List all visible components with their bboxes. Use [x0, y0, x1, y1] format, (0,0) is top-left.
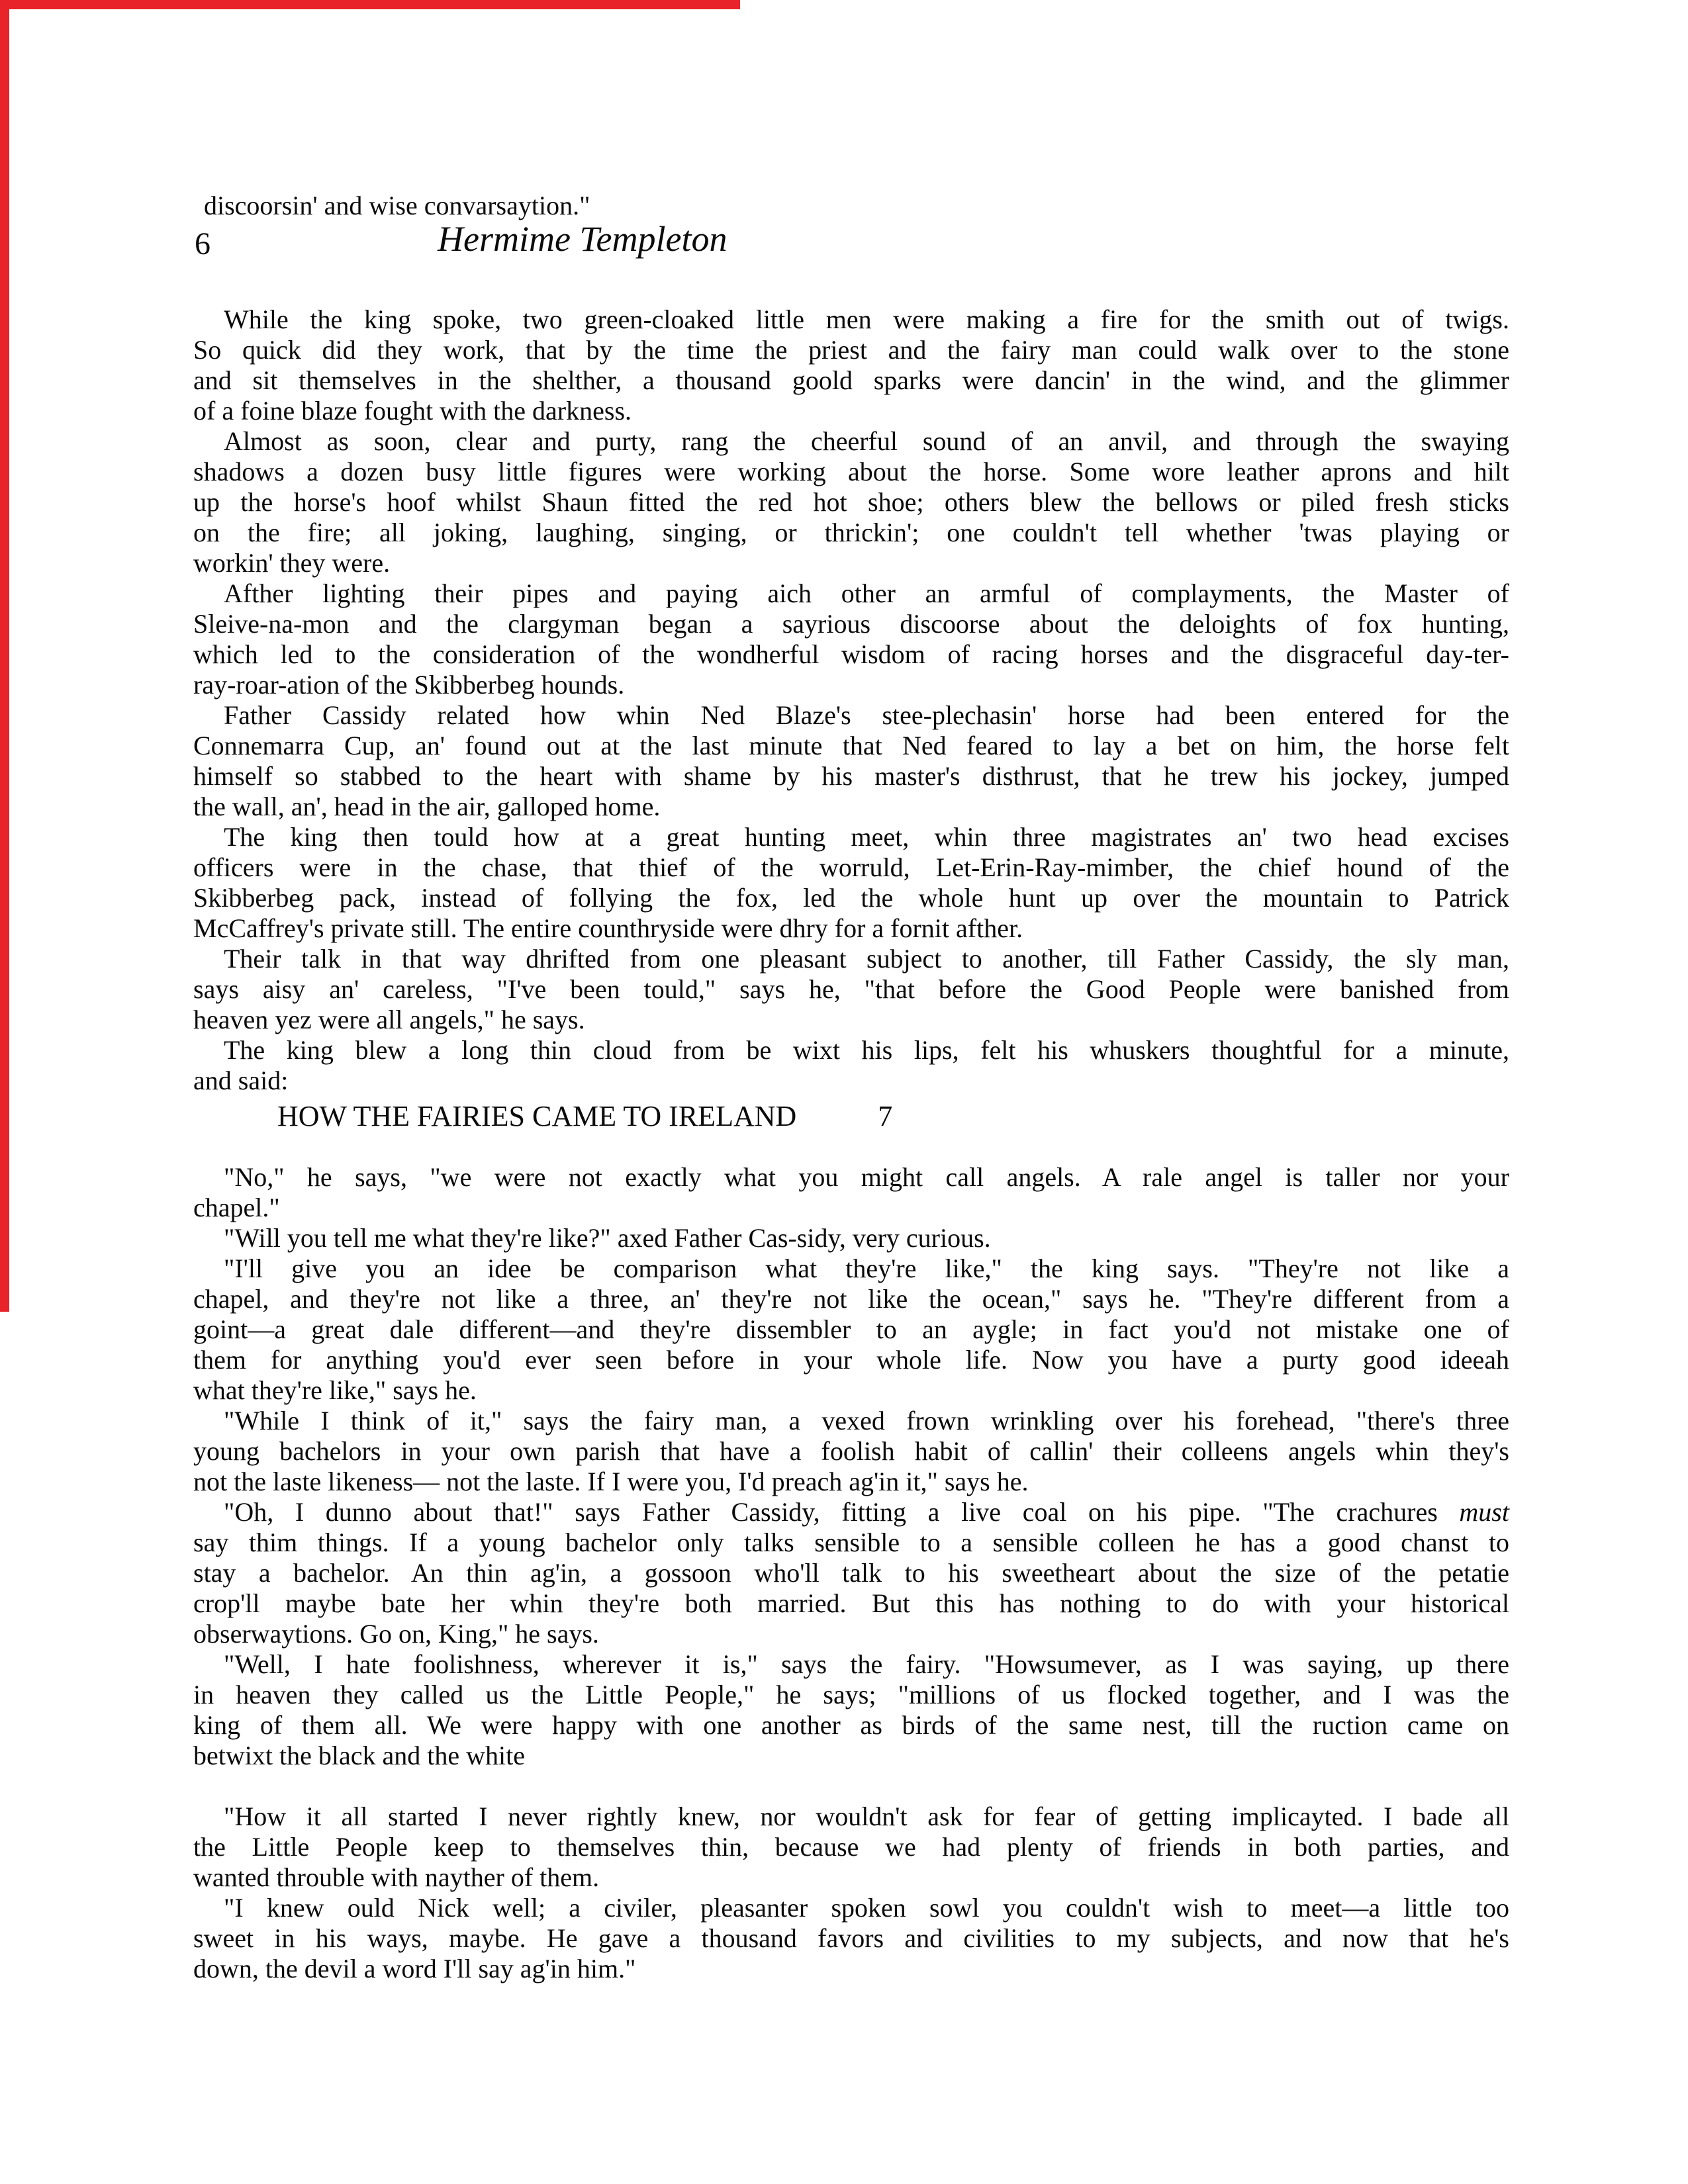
text-line: Their talk in that way dhrifted from one pleasant subject to another, till Father Cassidy, the sly man,: [224, 944, 1509, 974]
text-line: "While I think of it," says the fairy man, a vexed frown wrinkling over his forehead, "there's three: [224, 1406, 1509, 1435]
text-line: "I'll give you an idee be comparison what they're like," the king says. "They're not like a: [224, 1253, 1509, 1283]
text-line: obserwaytions. Go on, King," he says.: [193, 1619, 599, 1649]
chapter-title: HOW THE FAIRIES CAME TO IRELAND: [277, 1100, 797, 1132]
text-line: "Will you tell me what they're like?" axed Father Cas-sidy, very curious.: [224, 1223, 991, 1253]
text-line: The king blew a long thin cloud from be wixt his lips, felt his whuskers thoughtful for a minute,: [224, 1035, 1509, 1065]
text-line: Afther lighting their pipes and paying aich other an armful of complayments, the Master of: [224, 578, 1509, 608]
paragraph: [193, 822, 1509, 944]
paragraph: [193, 1649, 1509, 1771]
page6-paragraphs: [193, 304, 1509, 1096]
text-line: king of them all. We were happy with one another as birds of the same nest, till the ruction came on: [193, 1710, 1509, 1740]
text-line: and said:: [193, 1066, 289, 1095]
paragraph: [193, 1406, 1509, 1497]
text-line: Sleive-na-mon and the clargyman began a sayrious discoorse about the deloights of fox hunting,: [193, 609, 1509, 639]
paragraph: [193, 1893, 1509, 1984]
text-line: himself so stabbed to the heart with shame by his master's disthrust, that he trew his jockey, jumped: [193, 761, 1509, 791]
text-line: and sit themselves in the shelther, a thousand goold sparks were dancin' in the wind, and the glimmer: [193, 365, 1509, 395]
paragraph: [193, 944, 1509, 1035]
text-line: the Little People keep to themselves thin, because we had plenty of friends in both parties, and: [193, 1832, 1509, 1862]
red-scan-mark-horizontal: [0, 0, 740, 9]
paragraph: [193, 1035, 1509, 1096]
text-line: the wall, an', head in the air, galloped home.: [193, 792, 661, 821]
text-line: which led to the consideration of the wondherful wisdom of racing horses and the disgraceful day-ter-: [193, 639, 1509, 669]
text-line: workin' they were.: [193, 548, 391, 578]
text-line: stay a bachelor. An thin ag'in, a gossoon who'll talk to his sweetheart about the size of the petatie: [193, 1558, 1509, 1588]
paragraph: [193, 1253, 1509, 1406]
text-line: of a foine blaze fought with the darkness.: [193, 396, 632, 426]
paragraph: [193, 1162, 1509, 1223]
paragraph: [193, 1801, 1509, 1893]
text-line: in heaven they called us the Little People," he says; "millions of us flocked together, and I was the: [193, 1680, 1509, 1709]
paragraph: [193, 1497, 1509, 1649]
text-line: heaven yez were all angels," he says.: [193, 1005, 585, 1034]
text-line: chapel, and they're not like a three, an' they're not like the ocean," says he. "They're different from a: [193, 1284, 1509, 1314]
paragraph: [193, 304, 1509, 426]
text-line: goint—a great dale different—and they're dissembler to an aygle; in fact you'd not mistake one of: [193, 1314, 1509, 1344]
text-line: young bachelors in your own parish that have a foolish habit of callin' their colleens angels whin they's: [193, 1436, 1509, 1466]
text-line: on the fire; all joking, laughing, singing, or thrickin'; one couldn't tell whether 'twas playing or: [193, 518, 1509, 547]
text-line: "No," he says, "we were not exactly what you might call angels. A rale angel is taller nor your: [224, 1162, 1509, 1192]
text-line: shadows a dozen busy little figures were working about the horse. Some wore leather aprons and hilt: [193, 457, 1509, 486]
text-line: "How it all started I never rightly knew, nor wouldn't ask for fear of getting implicayted. I bade all: [224, 1801, 1509, 1831]
text-line: not the laste likeness— not the laste. If I were you, I'd preach ag'in it," says he.: [193, 1467, 1029, 1496]
text-line: say thim things. If a young bachelor only talks sensible to a sensible colleen he has a good chanst to: [193, 1527, 1509, 1557]
paragraph: [193, 1223, 1509, 1253]
page7-paragraphs: [193, 1162, 1509, 1984]
text-line: crop'll maybe bate her whin they're both married. But this has nothing to do with your historical: [193, 1588, 1509, 1618]
text-line: Connemarra Cup, an' found out at the last minute that Ned feared to lay a bet on him, the horse felt: [193, 731, 1509, 760]
page-number-left: 6: [195, 226, 211, 261]
text-line: "I knew ould Nick well; a civiler, pleasanter spoken sowl you couldn't wish to meet—a little too: [224, 1893, 1509, 1923]
text-line: wanted throuble with nayther of them.: [193, 1862, 600, 1892]
page-number-right: 7: [878, 1100, 893, 1132]
paragraph: [193, 426, 1509, 578]
text-line: McCaffrey's private still. The entire counthryside were dhry for a fornit afther.: [193, 913, 1023, 943]
text-line: them for anything you'd ever seen before in your whole life. Now you have a purty good ideeah: [193, 1345, 1509, 1375]
page-text-block: [193, 191, 1509, 1984]
text-line: sweet in his ways, maybe. He gave a thousand favors and civilities to my subjects, and now that he's: [193, 1923, 1509, 1953]
text-line: "Well, I hate foolishness, wherever it is," says the fairy. "Howsumever, as I was saying, up there: [224, 1649, 1509, 1679]
paragraph: [193, 578, 1509, 700]
text-line: Father Cassidy related how whin Ned Blaze's stee-plechasin' horse had been entered for the: [224, 700, 1509, 730]
running-header: [193, 219, 1509, 266]
text-line: betwixt the black and the white: [193, 1741, 525, 1770]
text-line: While the king spoke, two green-cloaked little men were making a fire for the smith out of twigs.: [224, 304, 1509, 334]
text-line: "Oh, I dunno about that!" says Father Cassidy, fitting a live coal on his pipe. "The crachures must: [224, 1497, 1509, 1527]
paragraph: [193, 700, 1509, 822]
text-line: Almost as soon, clear and purty, rang the cheerful sound of an anvil, and through the swaying: [224, 426, 1509, 456]
text-line: chapel.": [193, 1193, 280, 1222]
text-line: up the horse's hoof whilst Shaun fitted the red hot shoe; others blew the bellows or piled fresh sticks: [193, 487, 1509, 517]
red-scan-mark-vertical: [0, 0, 9, 1312]
text-line: says aisy an' careless, "I've been tould," says he, "that before the Good People were banished from: [193, 974, 1509, 1004]
text-line: down, the devil a word I'll say ag'in him.": [193, 1954, 636, 1983]
author-running-title: Hermime Templeton: [438, 219, 727, 259]
section-running-header: [193, 1101, 1509, 1132]
text-line: what they're like," says he.: [193, 1375, 477, 1405]
text-line: So quick did they work, that by the time the priest and the fairy man could walk over to the stone: [193, 335, 1509, 365]
continuation-line: discoorsin' and wise convarsaytion.": [204, 191, 590, 220]
text-line: The king then tould how at a great hunting meet, whin three magistrates an' two head excises: [224, 822, 1509, 852]
text-line: Skibberbeg pack, instead of follying the fox, led the whole hunt up over the mountain to Patrick: [193, 883, 1509, 913]
text-line: officers were in the chase, that thief of the worruld, Let-Erin-Ray-mimber, the chief hound of the: [193, 852, 1509, 882]
text-line: ray-roar-ation of the Skibberbeg hounds.: [193, 670, 625, 700]
